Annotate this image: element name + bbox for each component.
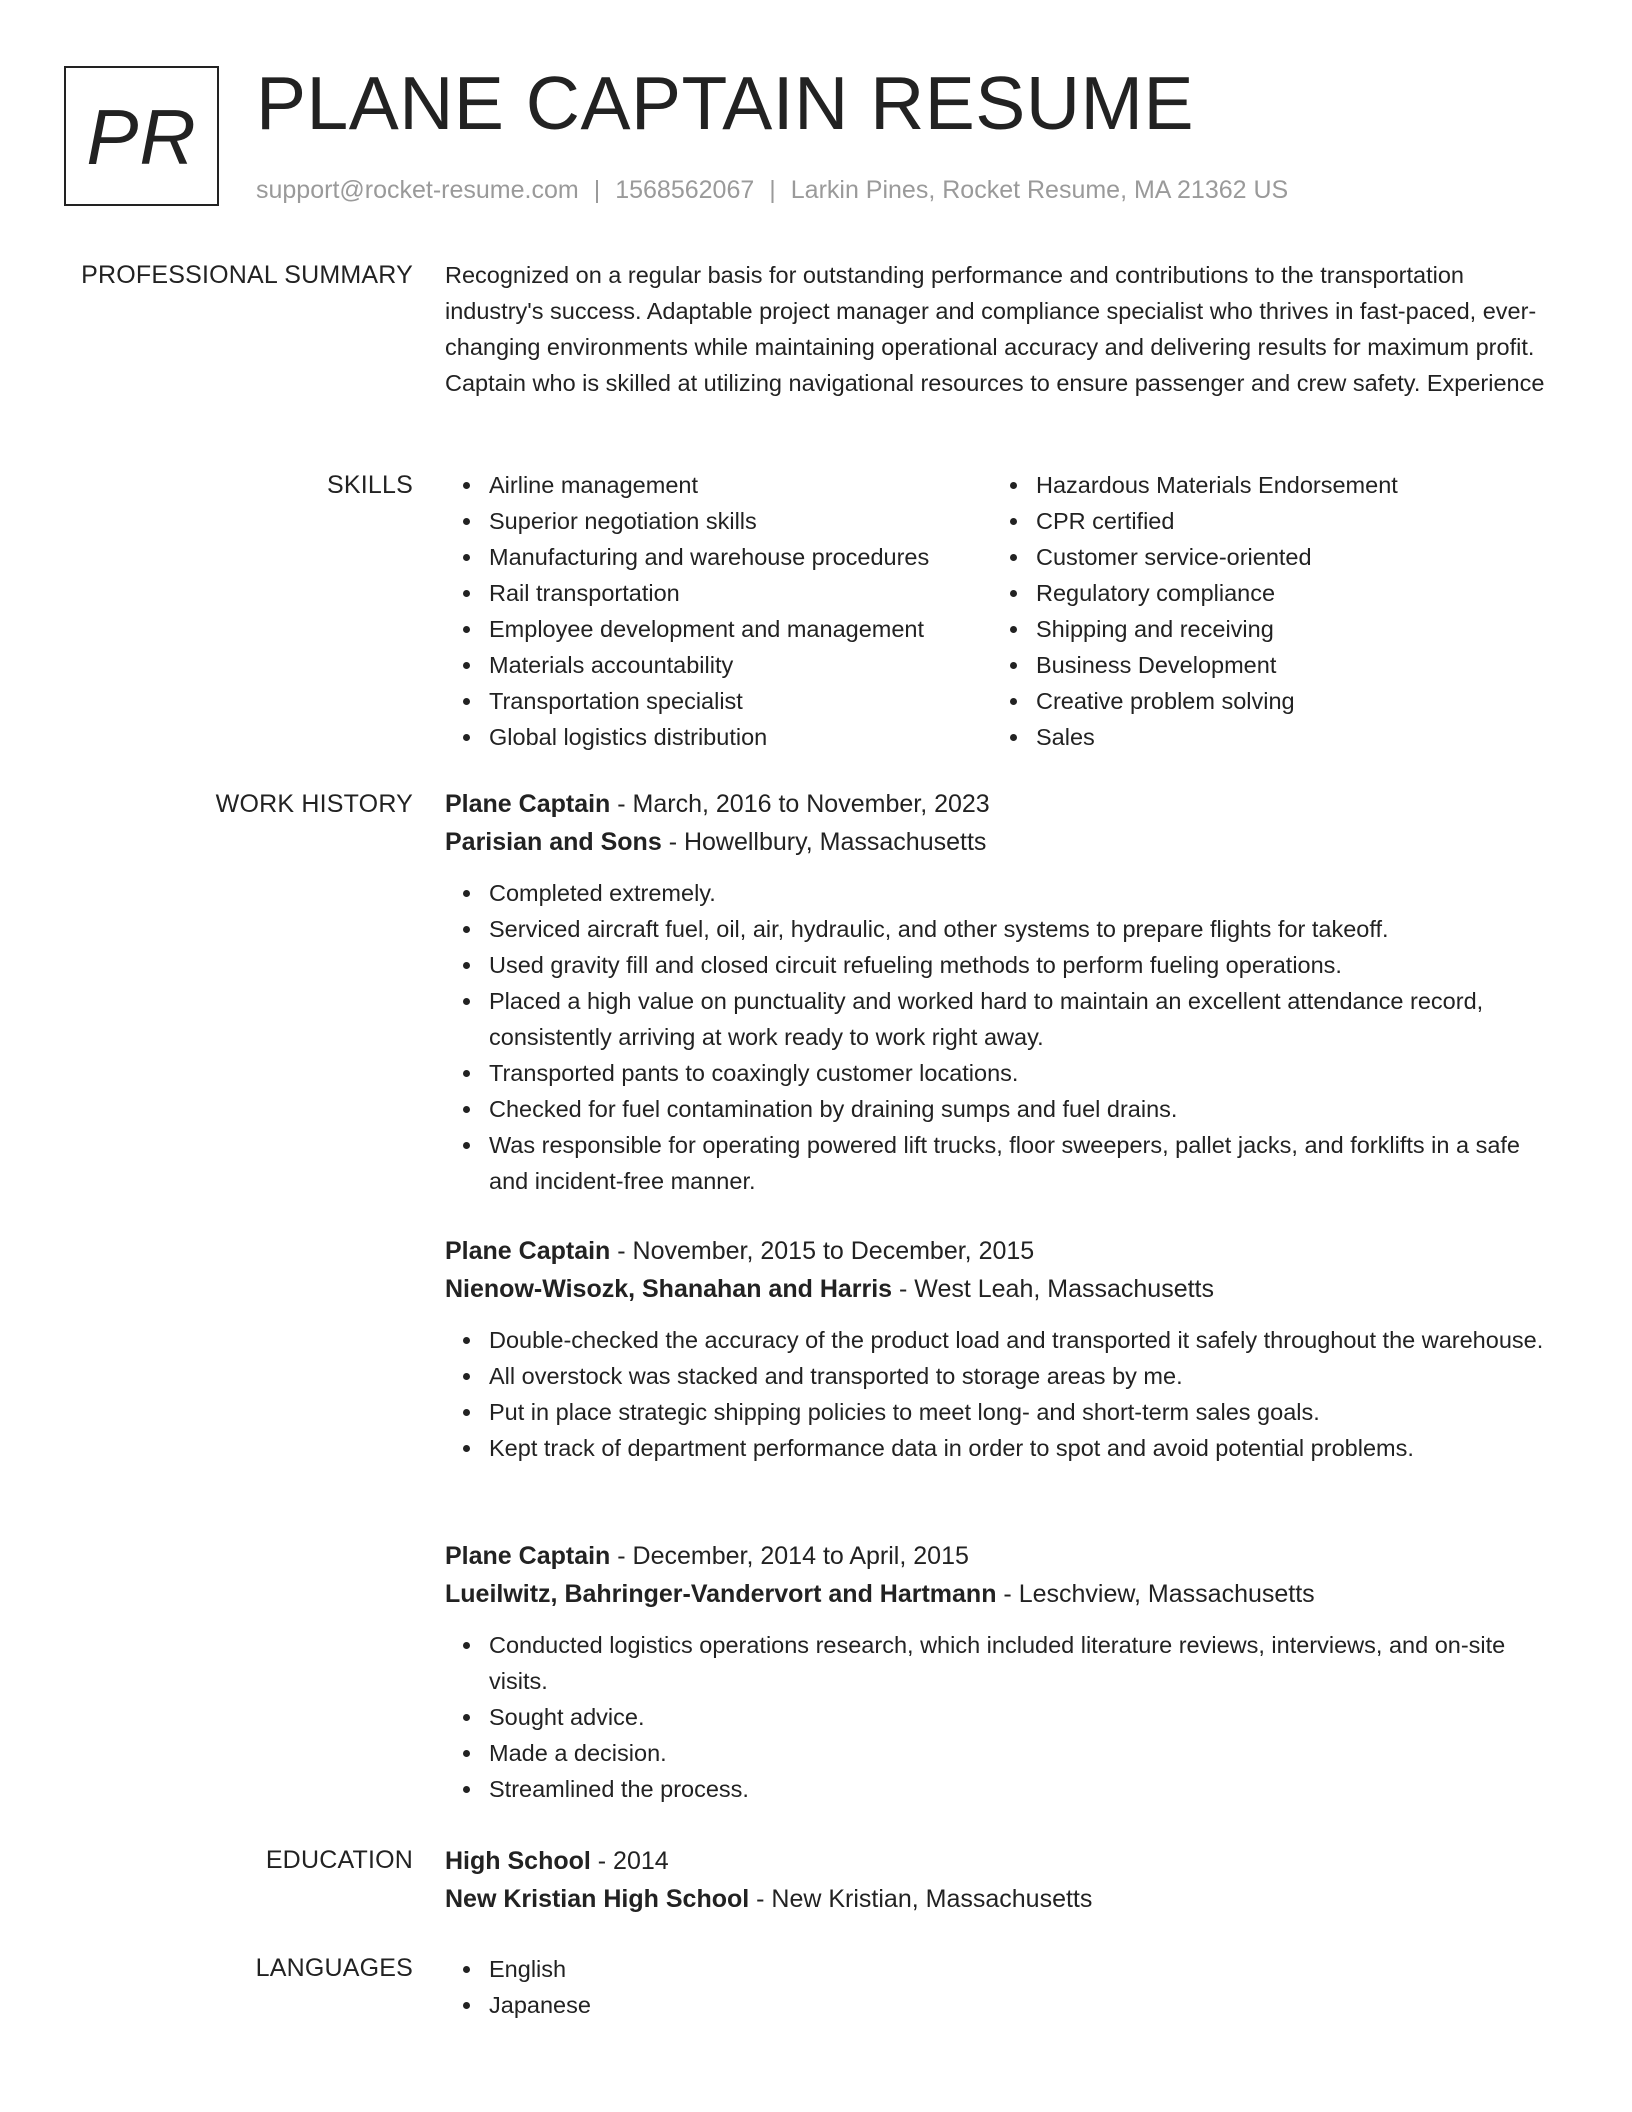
contact-email: support@rocket-resume.com bbox=[256, 176, 579, 204]
education-year: - 2014 bbox=[590, 1847, 669, 1875]
job-bullet: Was responsible for operating powered lift trucks, floor sweepers, pallet jacks, and forklifts in a safe and incident-free manner. bbox=[445, 1127, 1565, 1199]
job-dates: - December, 2014 to April, 2015 bbox=[610, 1542, 969, 1570]
summary-text: Recognized on a regular basis for outstanding performance and contributions to the transportation industry's success. Adaptable project manager and compliance specialist who thrives in fast-paced, ever-changing environments while maintaining operational accuracy and delivering results for maximum profit. Captain who is skilled at utilizing navigational resources to ensure passenger and crew safety. Experience bbox=[445, 262, 1545, 396]
job-location: - West Leah, Massachusetts bbox=[892, 1275, 1214, 1303]
skill-item: Hazardous Materials Endorsement bbox=[992, 467, 1539, 503]
job-bullet: Transported pants to coaxingly customer locations. bbox=[445, 1055, 1565, 1091]
skills-grid bbox=[445, 467, 1565, 755]
job-title-line bbox=[445, 785, 1565, 823]
job-company-line bbox=[445, 1270, 1565, 1308]
section-label-work-history: WORK HISTORY bbox=[215, 790, 413, 818]
skill-item: Sales bbox=[992, 719, 1539, 755]
job-bullet: Completed extremely. bbox=[445, 875, 1565, 911]
job-location: - Leschview, Massachusetts bbox=[996, 1580, 1315, 1608]
job-bullets bbox=[445, 1322, 1565, 1466]
skill-item: Shipping and receiving bbox=[992, 611, 1539, 647]
job-entry bbox=[445, 1537, 1565, 1807]
skill-item: Global logistics distribution bbox=[445, 719, 992, 755]
education-school: New Kristian High School bbox=[445, 1885, 750, 1913]
job-bullet: All overstock was stacked and transported to storage areas by me. bbox=[445, 1358, 1565, 1394]
job-entry bbox=[445, 1232, 1565, 1466]
skill-item: Customer service-oriented bbox=[992, 539, 1539, 575]
job-company: Nienow-Wisozk, Shanahan and Harris bbox=[445, 1275, 893, 1303]
skill-item: Materials accountability bbox=[445, 647, 992, 683]
skill-item: Employee development and management bbox=[445, 611, 992, 647]
section-label-skills: SKILLS bbox=[327, 471, 413, 499]
monogram-box bbox=[64, 66, 219, 206]
contact-phone: 1568562067 bbox=[615, 176, 755, 204]
skill-item: Creative problem solving bbox=[992, 683, 1539, 719]
skill-item: Airline management bbox=[445, 467, 992, 503]
section-label-languages: LANGUAGES bbox=[255, 1954, 413, 1982]
monogram-initials: PR bbox=[86, 93, 197, 181]
contact-separator: | bbox=[593, 176, 601, 204]
languages-list bbox=[445, 1951, 1565, 2023]
skill-item: Superior negotiation skills bbox=[445, 503, 992, 539]
job-company: Lueilwitz, Bahringer-Vandervort and Hartmann bbox=[445, 1580, 997, 1608]
education-degree-line bbox=[445, 1842, 1565, 1880]
contact-address: Larkin Pines, Rocket Resume, MA 21362 US bbox=[790, 176, 1289, 204]
job-title: Plane Captain bbox=[445, 790, 611, 818]
job-bullet: Streamlined the process. bbox=[445, 1771, 1565, 1807]
skills-column-2 bbox=[992, 467, 1539, 755]
skills-column-1 bbox=[445, 467, 992, 755]
job-bullet: Serviced aircraft fuel, oil, air, hydraulic, and other systems to prepare flights for takeoff. bbox=[445, 911, 1565, 947]
skill-item: Transportation specialist bbox=[445, 683, 992, 719]
skill-item: Rail transportation bbox=[445, 575, 992, 611]
resume-title: PLANE CAPTAIN RESUME bbox=[256, 61, 1194, 145]
job-bullets bbox=[445, 1627, 1565, 1807]
education-entry bbox=[445, 1842, 1565, 1918]
job-bullet: Conducted logistics operations research, which included literature reviews, interviews, and on-site visits. bbox=[445, 1627, 1565, 1699]
education-location: - New Kristian, Massachusetts bbox=[749, 1885, 1093, 1913]
job-bullet: Checked for fuel contamination by draining sumps and fuel drains. bbox=[445, 1091, 1565, 1127]
education-school-line bbox=[445, 1880, 1565, 1918]
skill-item: Manufacturing and warehouse procedures bbox=[445, 539, 992, 575]
job-bullet: Sought advice. bbox=[445, 1699, 1565, 1735]
job-entry bbox=[445, 785, 1565, 1199]
skill-item: Business Development bbox=[992, 647, 1539, 683]
job-bullets bbox=[445, 875, 1565, 1199]
job-bullet: Placed a high value on punctuality and worked hard to maintain an excellent attendance record, consistently arriving at work ready to work right away. bbox=[445, 983, 1565, 1055]
job-bullet: Made a decision. bbox=[445, 1735, 1565, 1771]
job-bullet: Kept track of department performance data in order to spot and avoid potential problems. bbox=[445, 1430, 1565, 1466]
job-company: Parisian and Sons bbox=[445, 828, 662, 856]
languages-section bbox=[445, 1951, 1565, 2023]
job-company-line bbox=[445, 823, 1565, 861]
skill-item: CPR certified bbox=[992, 503, 1539, 539]
job-bullet: Double-checked the accuracy of the product load and transported it safely throughout the warehouse. bbox=[445, 1322, 1565, 1358]
job-dates: - March, 2016 to November, 2023 bbox=[610, 790, 990, 818]
job-bullet: Used gravity fill and closed circuit refueling methods to perform fueling operations. bbox=[445, 947, 1565, 983]
skills-section bbox=[445, 467, 1565, 755]
job-title: Plane Captain bbox=[445, 1542, 611, 1570]
job-title-line bbox=[445, 1232, 1565, 1270]
skill-item: Regulatory compliance bbox=[992, 575, 1539, 611]
section-label-education: EDUCATION bbox=[265, 1846, 413, 1874]
language-item: English bbox=[445, 1951, 1565, 1987]
job-title-line bbox=[445, 1537, 1565, 1575]
job-location: - Howellbury, Massachusetts bbox=[661, 828, 987, 856]
summary-section bbox=[445, 257, 1565, 401]
job-bullet: Put in place strategic shipping policies to meet long- and short-term sales goals. bbox=[445, 1394, 1565, 1430]
job-title: Plane Captain bbox=[445, 1237, 611, 1265]
language-item: Japanese bbox=[445, 1987, 1565, 2023]
education-degree: High School bbox=[445, 1847, 591, 1875]
job-company-line bbox=[445, 1575, 1565, 1613]
section-label-summary: PROFESSIONAL SUMMARY bbox=[81, 261, 413, 289]
job-dates: - November, 2015 to December, 2015 bbox=[610, 1237, 1035, 1265]
contact-separator: | bbox=[769, 176, 776, 204]
contact-line bbox=[256, 172, 1288, 208]
